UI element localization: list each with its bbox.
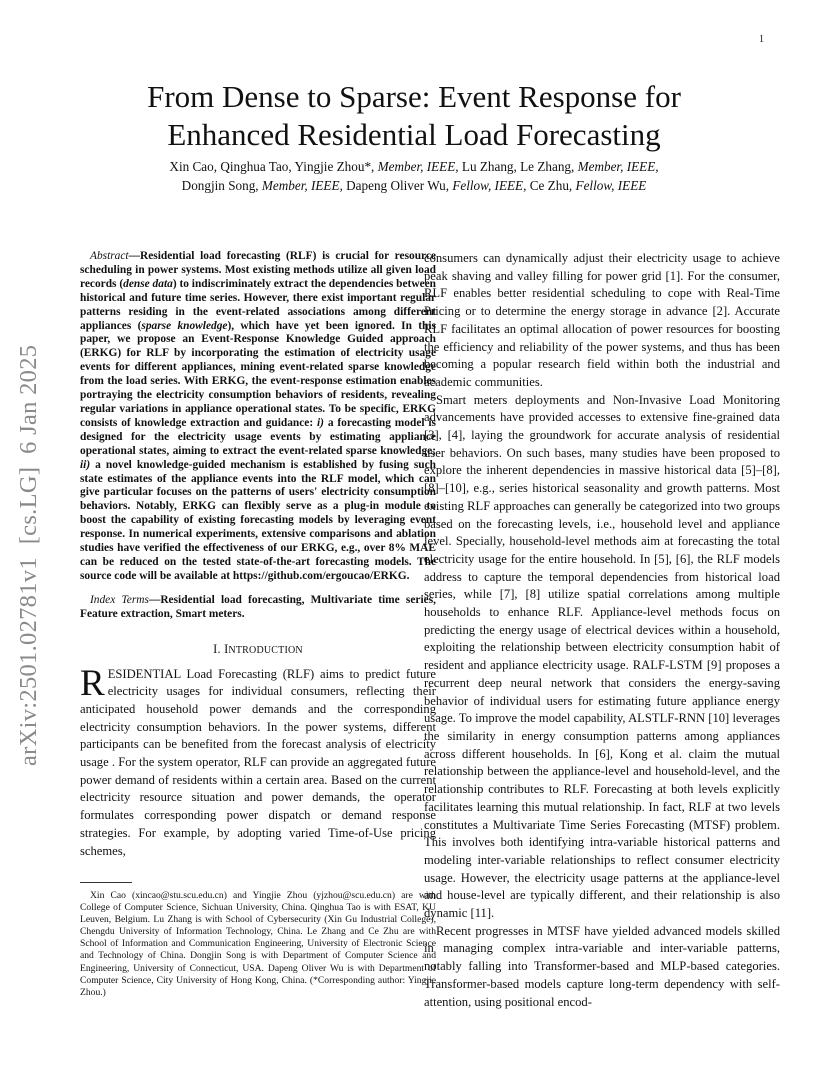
author-list — [80, 157, 748, 195]
arxiv-watermark — [14, 298, 42, 768]
paper-title — [80, 78, 748, 154]
abstract: Abstract—Residential load forecasting (RLF) is crucial for resource scheduling in power systems. Most existing methods utilize all given load records (dense data) to indiscriminately extract the dependencies between historical and future time series. However, there exist important regular patterns residing in the event-related associations among different appliances (sparse knowledge), which have yet been ignored. In this paper, we propose an Event-Response Knowledge Guided approach (ERKG) for RLF by incorporating the estimation of electricity usage events for different appliances, mining event-related sparse knowledge from the load series. With ERKG, the event-response estimation enables portraying the electricity consumption behaviors of residents, revealing regular variations in appliance operational states. To be specific, ERKG consists of knowledge extraction and guidance: i) a forecasting model is designed for the electricity usage events by estimating appliance operational states, aiming to extract the event-related sparse knowledge; ii) a novel knowledge-guided mechanism is established by fusing such state estimates of the appliance events into the RLF model, which can give particular focuses on the patterns of users' electricity consumption behaviors. Notably, ERKG can flexibly serve as a plug-in module to boost the capability of existing forecasting models by leveraging event response. In numerical experiments, extensive comparisons and ablation studies have verified the effectiveness of our ERKG, e.g., over 8% MAE can be reduced on the tested state-of-the-art forecasting models. The source code will be available at https://github.com/ergoucao/ERKG. — [80, 250, 437, 582]
page-number: 1 — [759, 34, 764, 45]
paragraph: Smart meters deployments and Non-Invasive Load Monitoring advancements have provided accesses to extensive fine-grained data [3], [4], laying the groundwork for accurate analysis of residential user behaviors. On such bases, many studies have been proposed to explore the inherent dependencies in massive historical data [5]–[8], [8]–[10], e.g., series historical seasonality and growth patterns. Most existing RLF approaches can generally be categorized into two groups based on the forecasting levels, i.e., household level and appliance level. Specially, household-level methods aim at forecasting the total electricity usage for the entire household. In [5], [6], the RLF models address to capture the temporal dependencies from historical load series, while [7], [8] utilize spatial correlations among multiple households to enhance RLF. Appliance-level methods focus on predicting the energy usage of electrical devices within a household, exploiting the relationship between electricity consumption habit of resident and appliance electricity usage. RALF-LSTM [9] proposes a recurrent deep neural network that considers the energy-saving behavior of individual users for estimating future appliance energy usage. To improve the model capability, ALSTLF-RNN [10] leverages the similarity in energy consumption patterns among appliances across different households. In [6], Kong et al. claim the mutual relationship between the appliance-level and household-level, and the relationship contributes to RLF. Forecasting at both levels explicitly facilitates learning this mutual relationship. In fact, RLF at two levels constitutes a Multivariate Time Series Forecasting (MTSF) problem. This involves both identifying intra-variable historical patterns and modeling inter-variable relationships to reflect consumer electricity usage. However, the electricity usage patterns at the appliance-level and house-level are typically different, and their relationship is also dynamic [11]. — [424, 392, 780, 921]
intro-paragraph: RESIDENTIAL Load Forecasting (RLF) aims to predict future electricity usages for individual consumers, reflecting their anticipated household power demands and the corresponding electricity consumption behaviors. In the power systems, different participants can be benefited from the forecast analysis of electricity usage . For the system operator, RLF can provide an aggregated future power demand of residents within a certain area. Based on the current electricity resource situation and power demands, the operator formulates corresponding power dispatch or demand response strategies. For example, by adopting varied Time-of-Use pricing schemes, — [80, 662, 436, 858]
paragraph: consumers can dynamically adjust their electricity usage to achieve peak shaving and valley filling for power grid [1]. For the consumer, RLF enables better residential scheduling to cope with Real-Time Pricing or to determine the energy storage in advance [2]. Accurate RLF facilitates an optimal allocation of power resources for boosting the efficiency and reliability of the power systems, and thus has been becoming a popular research field within both the industrial and academic communities. — [424, 251, 780, 389]
index-terms-label: Index Terms — [90, 593, 149, 606]
abstract-label: Abstract — [90, 250, 129, 262]
authors-line-1: Xin Cao, Qinghua Tao, Yingjie Zhou*, Member, IEEE, Lu Zhang, Le Zhang, Member, IEEE, — [169, 159, 659, 174]
footnote: Xin Cao (xincao@stu.scu.edu.cn) and Yingjie Zhou (yjzhou@scu.edu.cn) are with College of Computer Science, Sichuan University, China. Qinghua Tao is with ESAT, KU Leuven, Belgium. Lu Zhang is with School of Cybersecurity (Xin Gu Industrial College), Chengdu University of Information Technology, China. Le Zhang and Ce Zhu are with School of Information and Communication Engineering, University of Electronic Science and Technology of China. Dongjin Song is with Department of Computer Science and Engineering, University of Connecticut, USA. Dapeng Oliver Wu is with Department of Computer Science, City University of Hong Kong, China. (*Corresponding author: Yingjie Zhou.) — [80, 890, 436, 998]
footnote-rule — [80, 882, 132, 883]
authors-line-2: Dongjin Song, Member, IEEE, Dapeng Oliver Wu, Fellow, IEEE, Ce Zhu, Fellow, IEEE — [181, 178, 647, 193]
title-line-2: Enhanced Residential Load Forecasting — [167, 117, 661, 152]
right-column — [424, 250, 780, 1011]
left-column — [80, 250, 436, 860]
title-line-1: From Dense to Sparse: Event Response for — [147, 79, 681, 114]
drop-cap: R — [80, 662, 105, 704]
paragraph: Recent progresses in MTSF have yielded advanced models skilled in managing complex intra-variable and inter-variable patterns, notably falling into Transformer-based and MLP-based categories. Transformer-based models capture long-term dependency with self-attention, using positional encod- — [424, 923, 780, 1009]
index-terms: Index Terms—Residential load forecasting, Multivariate time series, Feature extraction, Smart meters. — [80, 593, 436, 620]
arxiv-id: arXiv:2501.02781v1 [cs.LG] 6 Jan 2025 — [15, 344, 42, 766]
section-heading: I. INTRODUCTION — [213, 641, 303, 656]
